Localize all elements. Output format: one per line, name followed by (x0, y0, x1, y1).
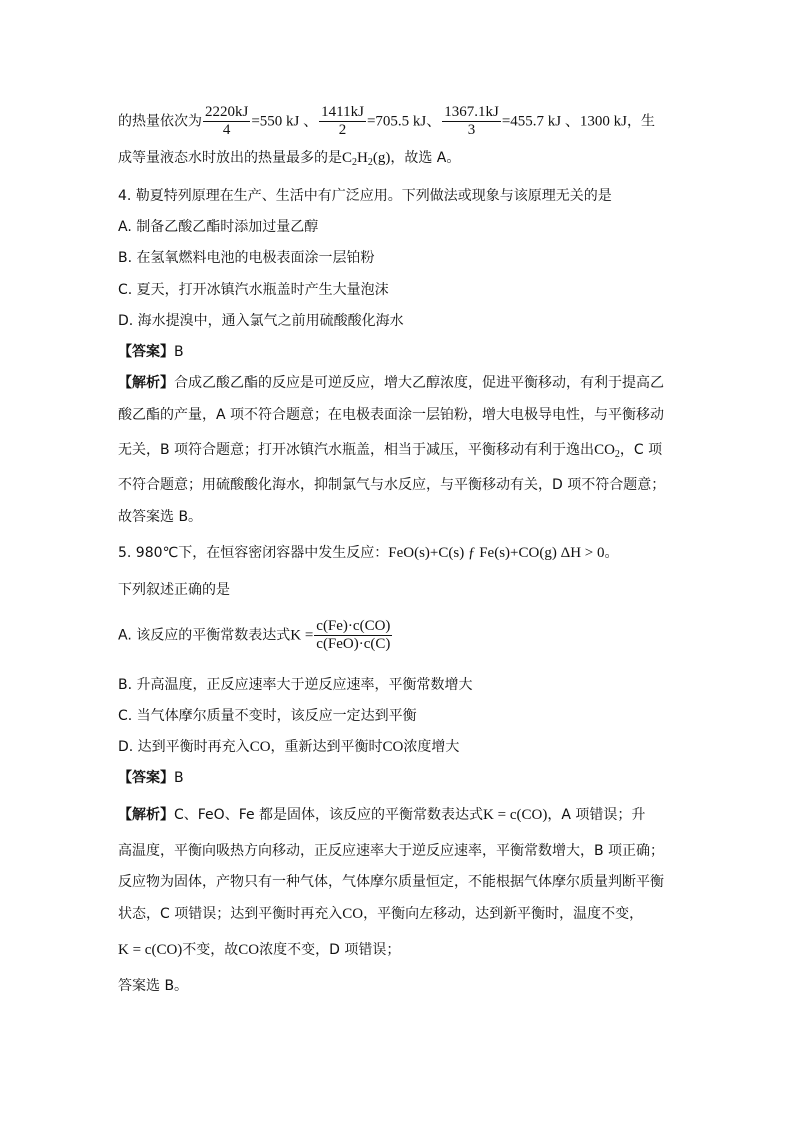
analysis-text: ，A 项错误；升 (547, 807, 646, 823)
q5-option-a-text: A. 该反应的平衡常数表达式 (118, 627, 291, 644)
fraction-2 (319, 104, 366, 139)
k-symbol: K = (290, 627, 314, 644)
analysis-text: ，平衡向左移动，达到新平衡时，温度不变， (363, 906, 644, 922)
fraction-3-denominator: 3 (467, 122, 476, 138)
q4-analysis-line-4: 不符合题意；用硫酸酸化海水，抑制氯气与水反应，与平衡移动有关，D 项不符合题意； (118, 477, 666, 493)
fraction-3 (442, 104, 501, 139)
co-formula: CO (249, 739, 271, 755)
result-4: 1300 kJ (579, 113, 627, 130)
analysis-text: 无关，B 项符合题意；打开冰镇汽水瓶盖，相当于减压，平衡移动有利于逸出 (118, 442, 595, 458)
q5-option-d (118, 737, 459, 757)
answer-value: B (174, 344, 184, 360)
q5-option-d-text: 浓度增大 (403, 739, 460, 755)
fraction-1-denominator: 4 (222, 122, 231, 138)
analysis-tag: 【解析】 (118, 375, 174, 391)
intro-tail: ，生 (627, 113, 655, 130)
analysis-text: 状态，C 项错误；达到平衡时再充入 (118, 906, 343, 922)
q5-analysis-line-3: 反应物为固体，产物只有一种气体，气体摩尔质量恒定，不能根据气体摩尔质量判断平衡 (118, 874, 664, 890)
q4-analysis-line-2: 酸乙酯的产量，A 项不符合题意；在电极表面涂一层铂粉，增大电极导电性，与平衡移动 (118, 407, 665, 423)
k-expression: K = c(CO) (483, 807, 548, 823)
q5-option-d-text: D. 达到平衡时再充入 (118, 739, 250, 755)
fraction-1-numerator: 2220kJ (205, 104, 249, 120)
q5-analysis-line-4 (118, 904, 643, 924)
equilibrium-denominator: c(FeO)·c(C) (316, 636, 391, 652)
result-2: =705.5 kJ、 (366, 113, 442, 130)
q4-option-c: C. 夏天，打开冰镇汽水瓶盖时产生大量泡沫 (118, 282, 389, 298)
q5-analysis-line-1 (118, 805, 645, 825)
answer-tag: 【答案】 (118, 344, 174, 360)
q4-analysis-line-1 (118, 373, 664, 393)
q4-stem: 4. 勒夏特列原理在生产、生活中有广泛应用。下列做法或现象与该原理无关的是 (118, 188, 612, 204)
q5-stem-text: 5. 980℃下，在恒容密闭容器中发生反应： (118, 545, 389, 561)
q5-analysis-line-2: 高温度，平衡向吸热方向移动，正反应速率大于逆反应速率，平衡常数增大，B 项正确； (118, 843, 665, 859)
answer-tag: 【答案】 (118, 770, 174, 786)
analysis-text: 不变，故 (182, 942, 239, 958)
result-1: =550 kJ 、 (251, 113, 319, 130)
equilibrium-numerator: c(Fe)·c(CO) (316, 618, 391, 634)
q4-analysis-line-5: 故答案选 B。 (118, 509, 203, 525)
q4-option-a: A. 制备乙酸乙酯时添加过量乙醇 (118, 219, 319, 235)
q4-option-d: D. 海水提溴中，通入氯气之前用硫酸酸化海水 (118, 313, 404, 329)
analysis-text: ，C 项 (619, 442, 663, 458)
q5-analysis-line-5 (118, 940, 400, 960)
fraction-1 (203, 104, 250, 139)
intro-line-2-end: ，故选 A。 (390, 150, 461, 166)
equilibrium-fraction (314, 618, 392, 653)
q5-option-d-text: ，重新达到平衡时 (270, 739, 383, 755)
q5-answer (118, 768, 184, 788)
analysis-text: 浓度不变，D 项错误； (259, 942, 401, 958)
q5-final-answer: 答案选 B。 (118, 978, 189, 994)
q5-option-b: B. 升高温度，正反应速率大于逆反应速率，平衡常数增大 (118, 677, 473, 693)
analysis-tag: 【解析】 (118, 807, 174, 823)
q5-option-c: C. 当气体摩尔质量不变时，该反应一定达到平衡 (118, 708, 417, 724)
result-3: =455.7 kJ 、 (501, 113, 580, 130)
fraction-3-numerator: 1367.1kJ (444, 104, 499, 120)
intro-line-2 (118, 148, 460, 173)
co-formula: CO (342, 906, 364, 922)
fraction-2-denominator: 2 (338, 122, 347, 138)
intro-line-2-text: 成等量液态水时放出的热量最多的是 (118, 150, 342, 166)
fraction-2-numerator: 1411kJ (321, 104, 364, 120)
reaction-equation: FeO(s)+C(s) ƒ Fe(s)+CO(g) ΔH > 0 (388, 545, 605, 561)
co2-formula: $CO_2$ (594, 442, 620, 460)
q4-analysis-line-3 (118, 440, 662, 465)
q5-option-a (118, 618, 393, 653)
intro-prefix: 的热量依次为 (118, 113, 202, 130)
answer-value: B (174, 770, 184, 786)
q5-stem-line-2: 下列叙述正确的是 (118, 582, 230, 598)
q5-stem-end: 。 (604, 545, 619, 561)
intro-line-1 (118, 104, 655, 139)
co-formula: CO (238, 942, 260, 958)
k-expression: K = c(CO) (118, 942, 183, 958)
q5-stem (118, 543, 619, 563)
co-formula: CO (382, 739, 404, 755)
q4-option-b: B. 在氢氧燃料电池的电极表面涂一层铂粉 (118, 250, 375, 266)
analysis-text: 合成乙酸乙酯的反应是可逆反应，增大乙醇浓度，促进平衡移动，有利于提高乙 (174, 375, 664, 391)
q4-answer (118, 342, 184, 362)
analysis-text: C、FeO、Fe 都是固体，该反应的平衡常数表达式 (174, 807, 484, 823)
c2h2-formula: $C_2H_2(g)$ (342, 150, 391, 168)
